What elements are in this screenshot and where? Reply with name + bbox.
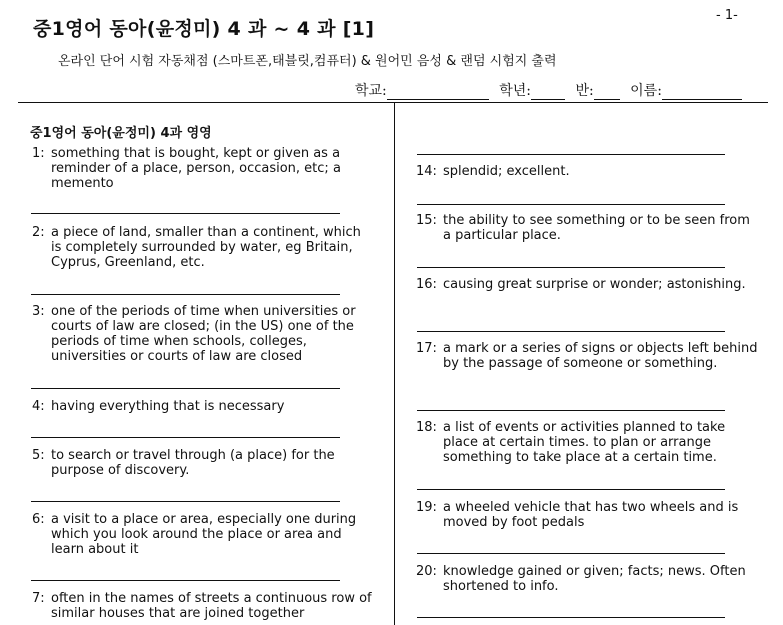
answer-line[interactable] [31,294,340,295]
question-text: having everything that is necessary [51,399,285,414]
column-divider [394,103,395,625]
grade-blank [531,85,565,100]
name-blank [662,85,742,100]
question-text: splendid; excellent. [443,164,570,179]
question-number: 1: [32,146,45,161]
answer-line[interactable] [417,489,725,490]
question-text: a wheeled vehicle that has two wheels and is moved by foot pedals [443,500,739,530]
question-number: 16: [416,277,437,292]
header-divider [18,102,768,103]
question-7 [32,591,372,625]
question-5 [32,448,372,478]
question-19 [416,500,761,530]
page-title: 중1영어 동아(윤정미) 4 과 ~ 4 과 [1] [33,18,375,40]
question-text: a visit to a place or area, especially one during which you look around the place or area and learn about it [51,512,357,557]
subtitle: 온라인 단어 시험 자동채점 (스마트폰,태블릿,컴퓨터) & 원어민 음성 & 랜덤 시험지 출력 [58,54,557,69]
question-18 [416,420,761,465]
answer-line[interactable] [31,437,340,438]
question-20 [416,564,761,594]
question-14 [416,164,761,179]
question-number: 3: [32,304,45,319]
question-15 [416,213,761,243]
answer-line[interactable] [417,331,725,332]
student-info-line [355,80,742,100]
answer-line[interactable] [417,267,725,268]
answer-line[interactable] [31,388,340,389]
question-text: the ability to see something or to be seen from a particular place. [443,213,750,243]
question-number: 17: [416,341,437,356]
question-16 [416,277,761,292]
answer-line[interactable] [417,410,725,411]
question-number: 6: [32,512,45,527]
question-text: a mark or a series of signs or objects left behind by the passage of someone or something. [443,341,758,371]
class-blank [594,85,620,100]
question-1 [32,146,372,191]
question-3 [32,304,372,364]
grade-label: 학년: [499,83,531,99]
question-6 [32,512,372,557]
page-number: - 1- [716,8,738,23]
name-label: 이름: [630,83,662,99]
answer-line[interactable] [417,204,725,205]
answer-line[interactable] [31,580,340,581]
question-text: to search or travel through (a place) for the purpose of discovery. [51,448,335,478]
question-text: a list of events or activities planned to take place at certain times. to plan or arrange something to take place at a certain time. [443,420,726,465]
question-number: 4: [32,399,45,414]
school-label: 학교: [355,83,387,99]
class-label: 반: [575,83,594,99]
question-text: a piece of land, smaller than a continent, which is completely surrounded by water, eg Britain, Cyprus, Greenland, etc. [51,225,361,270]
question-4 [32,399,372,414]
school-blank [387,85,489,100]
question-17 [416,341,761,371]
answer-line[interactable] [417,617,725,618]
question-text: something that is bought, kept or given as a reminder of a place, person, occasion, etc; a memento [51,146,341,191]
question-number: 19: [416,500,437,515]
question-text: causing great surprise or wonder; astonishing. [443,277,746,292]
question-number: 15: [416,213,437,228]
question-2 [32,225,372,270]
answer-line[interactable] [417,154,725,155]
question-number: 18: [416,420,437,435]
question-number: 2: [32,225,45,240]
question-text: often in the names of streets a continuous row of similar houses that are joined together [51,591,372,621]
question-text: one of the periods of time when universities or courts of law are closed; (in the US) one of the periods of time when schools, colleges, universities or courts of law are closed [51,304,356,364]
question-number: 7: [32,591,45,606]
answer-line[interactable] [417,553,725,554]
section-title: 중1영어 동아(윤정미) 4과 영영 [30,126,212,141]
question-text: knowledge gained or given; facts; news. Often shortened to info. [443,564,746,594]
question-number: 14: [416,164,437,179]
question-number: 20: [416,564,437,579]
answer-line[interactable] [31,213,340,214]
question-number: 5: [32,448,45,463]
answer-line[interactable] [31,501,340,502]
